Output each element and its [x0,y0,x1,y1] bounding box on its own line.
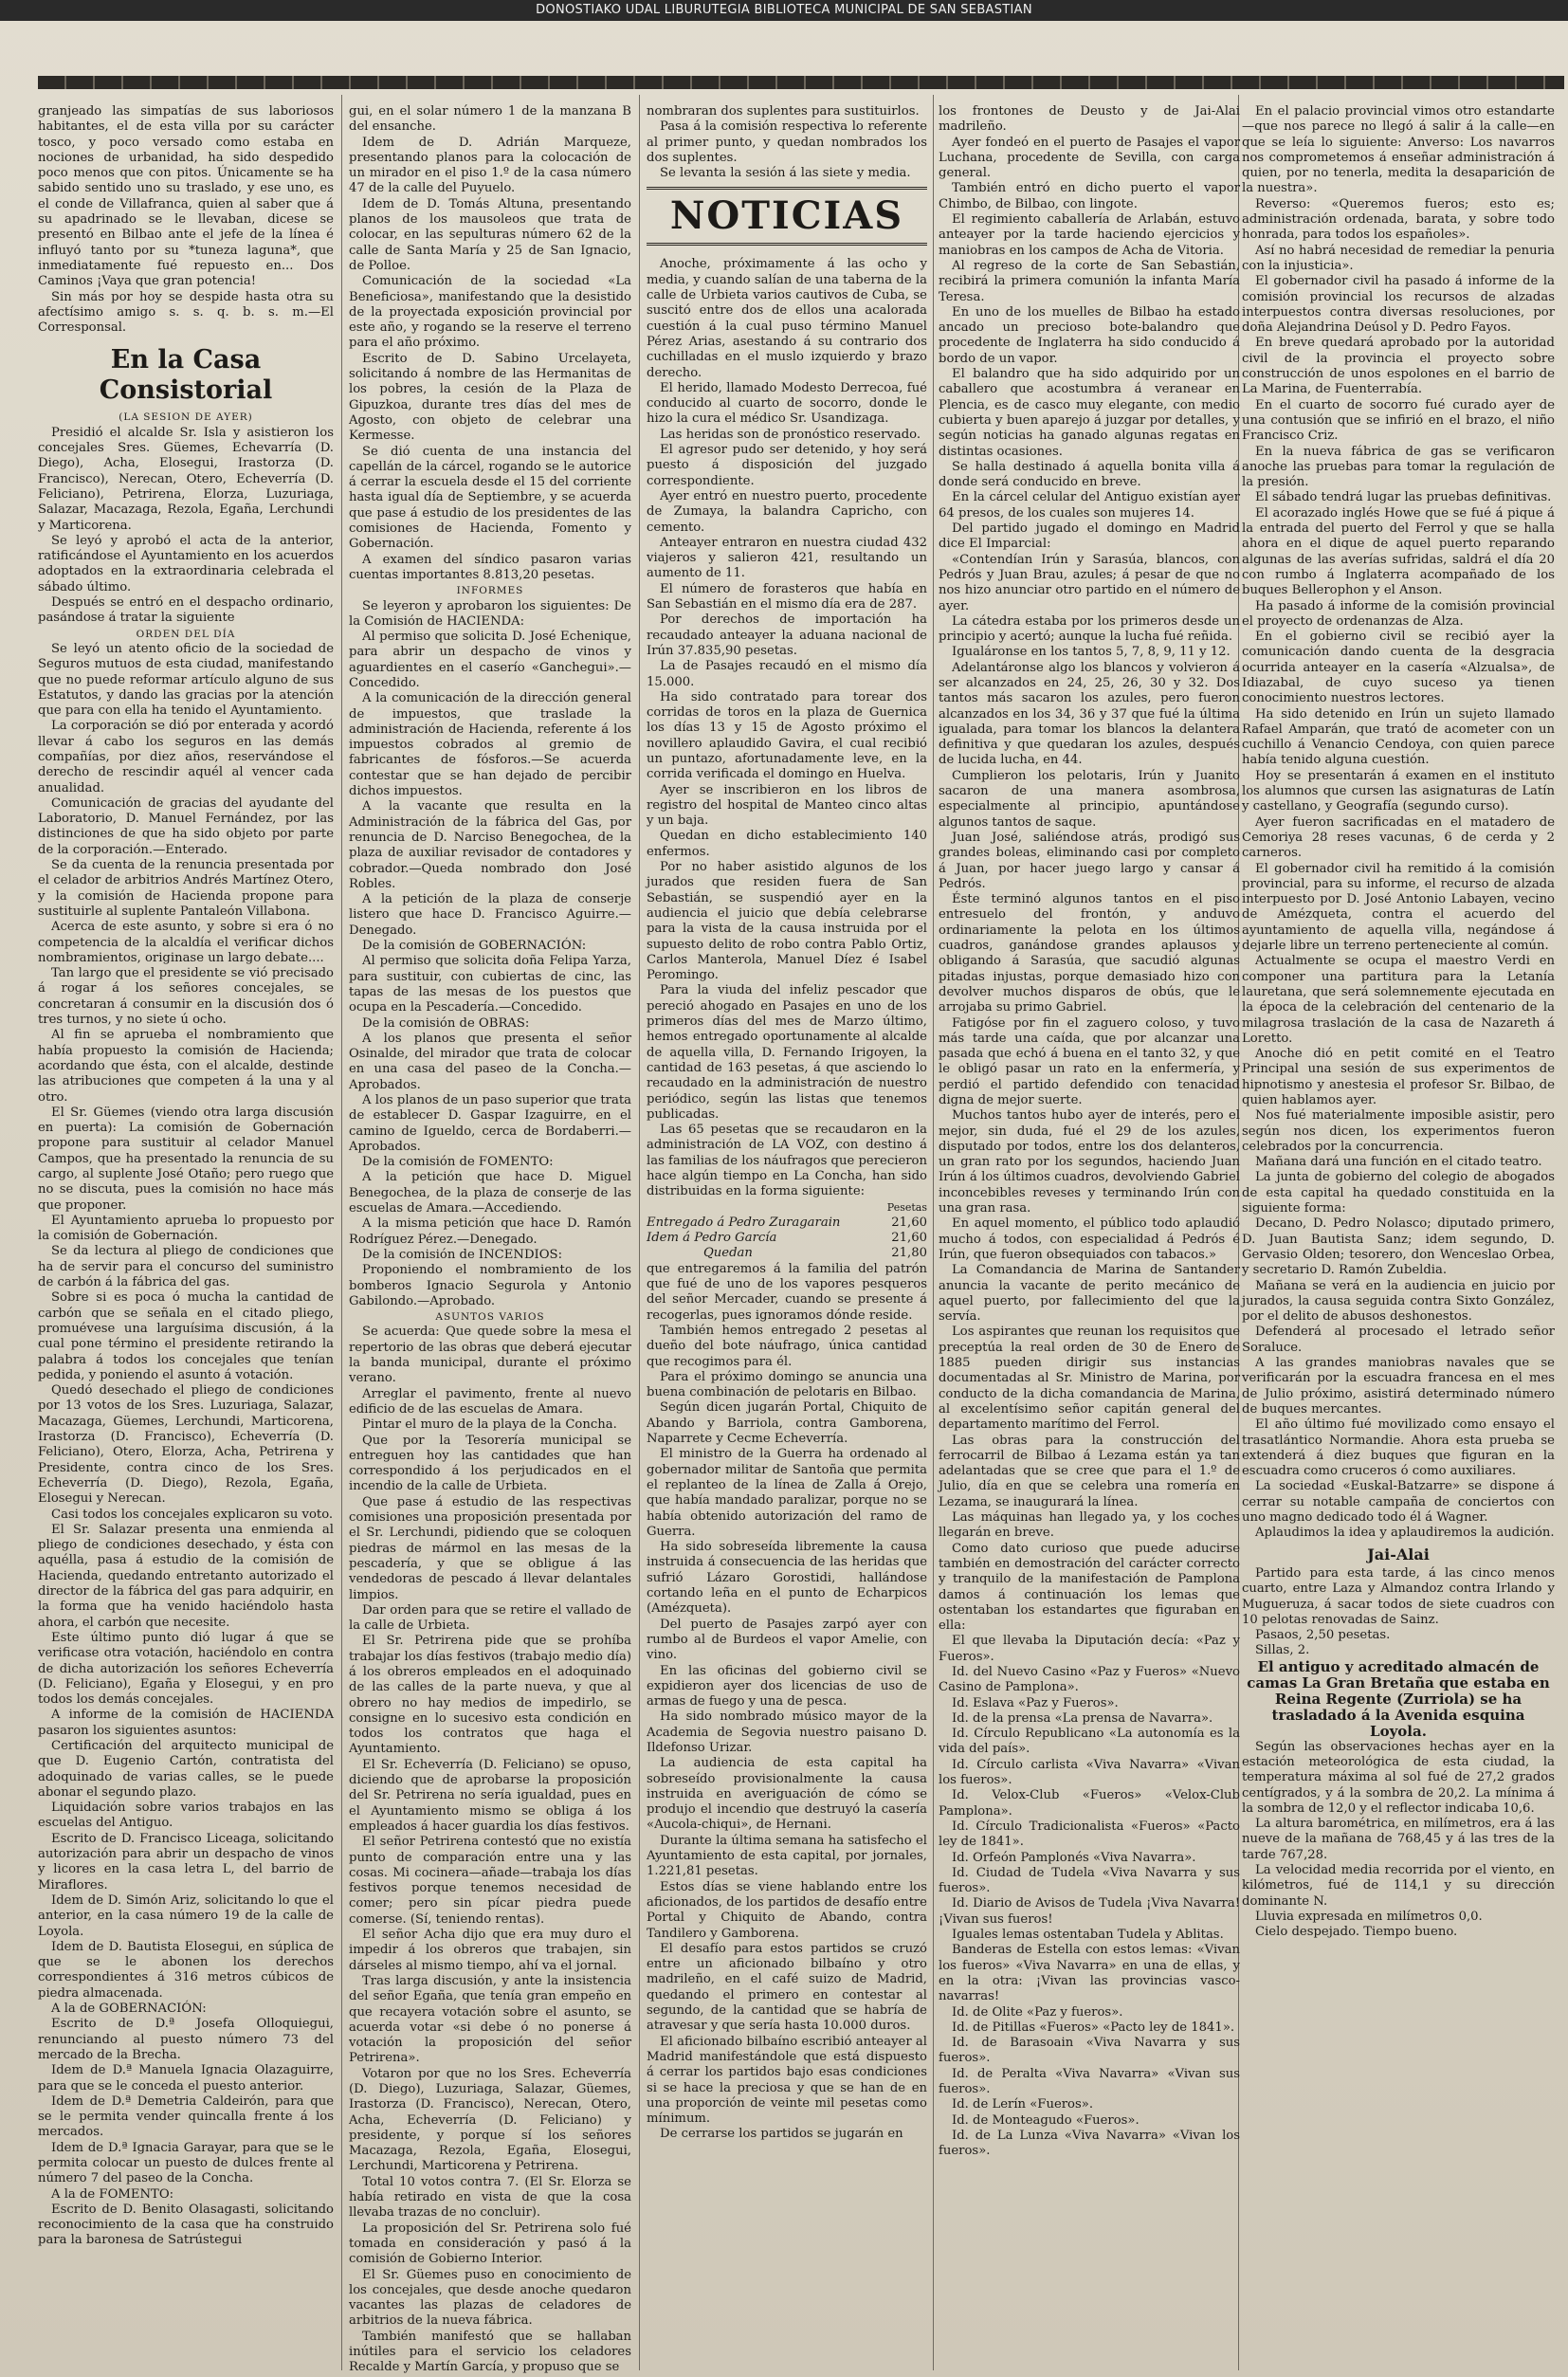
paragraph: Escrito de D. Sabino Urcelayeta, solicitando á nombre de las Hermanitas de los pobres, la cesión de la Plaza de Gipuzkoa, durante tres días del mes de Agosto, con objeto de celebrar una Kermesse. [349,351,631,444]
paragraph: Tan largo que el presidente se vió precisado á rogar á los señores concejales, se concretaran á consumir en la discusión dos ó tres turnos, y no siete ú ocho. [38,966,334,1028]
paragraph: Estos días se viene hablando entre los aficionados, de los partidos de desafío entre Portal y Chiquito de Abando, contra Tandilero y Gamborena. [647,1879,927,1941]
paragraph: Comunicación de la sociedad «La Beneficiosa», manifestando que la desistido de la proyectada exposición provincial por este año, y rogando se la reserve el terreno para el año próximo. [349,274,631,351]
paragraph: Liquidación sobre varios trabajos en las escuelas del Antiguo. [38,1801,334,1831]
paragraph: Lluvia expresada en milímetros 0,0. [1255,1909,1483,1924]
section-subtitle: (LA SESION DE AYER) [119,411,253,424]
paragraph: A la vacante que resulta en la Administración de la fábrica del Gas, por renuncia de D. Narciso Benegochea, de la plaza de auxiliar revisador de contadores y cobrador.—Queda nombrado don José Robles. [349,799,631,891]
paragraph: Del partido jugado el domingo en Madrid dice El Imparcial: [939,521,1240,552]
paragraph: Se leyó y aprobó el acta de la anterior, ratificándose el Ayuntamiento en los acuerdos adoptados en la extraordinaria celebrada el sábado último. [38,533,334,594]
paragraph: El herido, llamado Modesto Derrecoa, fué conducido al cuarto de socorro, donde le hizo la cura el médico Sr. Usandizaga. [647,380,927,427]
paragraph: A la comunicación de la dirección general de impuestos, que traslade la administración de Hacienda, referente á los impuestos cobrados al gremio de fabricantes de fósforos.—Se acuerda contestar que se han dejado de percibir dichos impuestos. [349,691,631,799]
paragraph: A la de GOBERNACIÓN: [51,2002,207,2017]
column-divider [639,95,640,2370]
paragraph: Id. Orfeón Pamplonés «Viva Navarra». [952,1850,1196,1865]
paragraph: Quedan en dicho establecimiento 140 enfermos. [647,829,927,859]
paragraph: El aficionado bilbaíno escribió anteayer al Madrid manifestándole que está dispuesto á cerrar los partidos bajo esas condiciones si se hace la preciosa y que se han de en una proporción de veinte mil pesetas como mínimum. [647,2034,927,2127]
paragraph: Id. Círculo Republicano «La autonomía es la vida del país». [939,1727,1240,1757]
paragraph: Igualáronse en los tantos 5, 7, 8, 9, 11 y 12. [952,645,1231,660]
paragraph: Ayer entró en nuestro puerto, procedente de Zumaya, la balandra Capricho, con cemento. [647,488,927,535]
paragraph: Por no haber asistido algunos de los jurados que residen fuera de San Sebastián, se suspendió ayer en la audiencia el juicio que debía celebrarse para la vista de la causa instruida por el supuesto delito de robo contra Pablo Ortiz, Carlos Manterola, Manuel Díez é Isabel Peromingo. [647,860,927,983]
paragraph: A la petición de la plaza de conserje listero que hace D. Francisco Aguirre.—Denegado. [349,892,631,938]
paragraph: Cumplieron los pelotaris, Irún y Juanito sacaron de una manera asombrosa, especialmente al principio, apuntándose algunos tantos de saque. [939,768,1240,830]
paragraph: El sábado tendrá lugar las pruebas definitivas. [1255,490,1552,505]
paragraph: Se acuerda: Que quede sobre la mesa el repertorio de las obras que deberá ejecutar la banda municipal, durante el próximo verano. [349,1325,631,1386]
paragraph: Se da lectura al pliego de condiciones que ha de servir para el concurso del suministro de carbón á la fábrica del gas. [38,1244,334,1290]
paragraph: Según las observaciones hechas ayer en la estación meteorológica de esta ciudad, la temperatura máxima al sol fué de 27,2 grados centígrados, y á la sombra de 20,2. La mínima á la sombra de 12,0 y el reflector indicaba 10,6. [1242,1739,1555,1816]
paragraph: El ministro de la Guerra ha ordenado al gobernador militar de Santoña que permita el replanteo de la línea de Zalla á Orejo, que había mandado paralizar, porque no se había obtenido autorización del ramo de Guerra. [647,1447,927,1539]
paragraph: El Sr. Salazar presenta una enmienda al pliego de condiciones desechado, y ésta con aquélla, pasa á estudio de la comisión de Hacienda, quedando entretanto autorizado el director de la fábrica del gas para adquirir, en la forma que ha venido haciéndolo hasta ahora, el carbón que necesite. [38,1522,334,1630]
paragraph: Como dato curioso que puede aducirse también en demostración del carácter correcto y tranquilo de la manifestación de Pamplona damos á continuación los lemas que ostentaban los estandartes que figuraban en ella: [939,1541,1240,1634]
money-row [647,1216,927,1231]
paragraph: Se leyeron y aprobaron los siguientes: De la Comisión de HACIENDA: [349,598,631,629]
paragraph: A los planos de un paso superior que trata de establecer D. Gaspar Izaguirre, en el camino de Igueldo, cerca de Bordaberri.—Aprobados. [349,1093,631,1154]
column-5 [1242,104,1555,2361]
paragraph: La corporación se dió por enterada y acordó llevar á cabo los seguros en las demás compañías, por diez años, reservándose el derecho de rescindir aquél al vencer cada anualidad. [38,719,334,795]
paragraph: Id. Círculo Tradicionalista «Fueros» «Pacto ley de 1841». [939,1819,1240,1850]
paragraph: Acerca de este asunto, y sobre si era ó no competencia de la alcaldía el verificar dichos nombramientos, originase un largo debate.... [38,920,334,965]
paragraph: Id. de La Lunza «Viva Navarra» «Vivan los fueros». [939,2128,1240,2159]
paragraph: Id. de la prensa «La prensa de Navarra». [952,1710,1213,1726]
column-4 [939,104,1240,2361]
paragraph: Idem de D. Tomás Altuna, presentando planos de los mausoleos que trata de colocar, en las sepulturas número 62 de la calle de Santa María y 25 de San Ignacio, de Polloe. [349,196,631,273]
paragraph: Al permiso que solicita doña Felipa Yarza, para sustituir, con cubiertas de cinc, las tapas de las mesas de los puestos que ocupa en la Pescadería.—Concedido. [349,954,631,1015]
paragraph: Banderas de Estella con estos lemas: «Vivan los fueros» «Viva Navarra» en una de ellas, y en la otra: ¡Vivan las provincias vasco-navarras! [939,1943,1240,2004]
paragraph: Escrito de D.ª Josefa Olloquiegui, renunciando al puesto número 73 del mercado de la Brecha. [38,2017,334,2062]
paragraph: El acorazado inglés Howe que se fué á pique á la entrada del puerto del Ferrol y que se halla ahora en el dique de aquel puerto reparando algunas de las averías sufridas, saldrá el día 20 con rumbo á Inglaterra acompañado de los buques Bellerophon y el Anson. [1242,505,1555,598]
paragraph: A examen del síndico pasaron varias cuentas importantes 8.813,20 pesetas. [349,552,631,582]
paragraph: A informe de la comisión de HACIENDA pasaron los siguientes asuntos: [38,1708,334,1738]
noticias-heading: NOTICIAS [647,187,927,246]
paragraph: Cielo despejado. Tiempo bueno. [1255,1925,1458,1940]
paragraph: En el palacio provincial vimos otro estandarte —que nos parece no llegó á salir á la calle—en que se leía lo siguiente: Anverso: Los navarros nos comprometemos á enseñar administración á quien, por no tenerla, medita la desaparición de la nuestra». [1242,104,1555,196]
top-decorative-rule [38,76,1564,89]
paragraph: Mañana se verá en la audiencia en juicio por jurados, la causa seguida contra Sixto González, por el delito de abusos deshonestos. [1242,1278,1555,1325]
paragraph: Id. de Pitillas «Fueros» «Pacto ley de 1841». [952,2020,1235,2035]
paragraph: Las heridas son de pronóstico reservado. [660,427,921,442]
paragraph: De cerrarse los partidos se jugarán en [660,2127,903,2142]
subheading: INFORMES [456,585,524,597]
paragraph: Pasaos, 2,50 pesetas. [1255,1628,1391,1643]
paragraph: La altura barométrica, en milímetros, era á las nueve de la mañana de 768,45 y á las tres de la tarde 767,28. [1242,1817,1555,1862]
paragraph: Ha sido sobreseída libremente la causa instruida á consecuencia de las heridas que sufrió Lázaro Gorostidi, hallándose cortando leña en el punto de Echarpicos (Amézqueta). [647,1540,927,1617]
paragraph: El balandro que ha sido adquirido por un caballero que acostumbra á veranear en Plencia, es de casco muy elegante, con medio cubierta y buen aparejo á juzgar por detalles, y según noticias ha ganado algunas regatas en distintas ocasiones. [939,367,1240,459]
paragraph: Para el próximo domingo se anuncia una buena combinación de pelotaris en Bilbao. [647,1369,927,1400]
paragraph: Ayer fondeó en el puerto de Pasajes el vapor Luchana, procedente de Sevilla, con carga general. [939,135,1240,181]
paragraph: Idem de D.ª Ignacia Garayar, para que se le permita colocar un puesto de dulces frente al número 7 del paseo de la Concha. [38,2140,334,2186]
paragraph: Al regreso de la corte de San Sebastián, recibirá la primera comunión la infanta María Teresa. [939,258,1240,304]
paragraph: Juan José, saliéndose atrás, prodigó sus grandes boleas, eliminando casi por completo á Juan, por hacer juego largo y cansar á Pedrós. [939,830,1240,891]
paragraph: Id. del Nuevo Casino «Paz y Fueros» «Nuevo Casino de Pamplona». [939,1664,1240,1695]
paragraph: Se levanta la sesión á las siete y media. [660,166,911,181]
paragraph: Así no habrá necesidad de remediar la penuria con la injusticia». [1242,243,1555,273]
paragraph: El Sr. Echeverría (D. Feliciano) se opuso, diciendo que de aprobarse la proposición del Sr. Petrirena no sería igualdad, pues en el Ayuntamiento mismo se obliga á los empleados á hacer guardia los días festivos. [349,1757,631,1834]
paragraph: La velocidad media recorrida por el viento, en kilómetros, fué de 114,1 y su dirección dominante N. [1242,1863,1555,1909]
paragraph: En el gobierno civil se recibió ayer la comunicación dando cuenta de la desgracia ocurrida anteayer en la casería «Alzualsa», de Idiazabal, de cuyo suceso ya tienen conocimiento nuestros lectores. [1242,630,1555,706]
paragraph: Hoy se presentarán á examen en el instituto los alumnos que cursen las asignaturas de Latín y castellano, y Geografía (segundo curso). [1242,768,1555,814]
paragraph: Los aspirantes que reunan los requisitos que preceptúa la real orden de 30 de Enero de 1885 pueden dirigir sus instancias documentadas al Sr. Ministro de Marina, por conducto de la dicha comandancia de Marina, al excelentísimo señor capitán general del departamento marítimo del Ferrol. [939,1325,1240,1433]
money-row [647,1246,927,1261]
pesetas-label: Pesetas [886,1200,927,1214]
paragraph: Id. Ciudad de Tudela «Viva Navarra y sus fueros». [939,1865,1240,1896]
column-divider [933,95,934,2370]
paragraph: En las oficinas del gobierno civil se expidieron ayer dos licencias de uso de armas de fuego y una de pesca. [647,1663,927,1710]
paragraph: Casi todos los concejales explicaron su voto. [51,1507,334,1522]
paragraph: los frontones de Deusto y de Jai-Alai madrileño. [939,104,1240,135]
paragraph: Al fin se aprueba el nombramiento que había propuesto la comisión de Hacienda; acordando que ésta, con el alcalde, destinde las atribuciones que competen á la una y al otro. [38,1028,334,1105]
paragraph: Del puerto de Pasajes zarpó ayer con rumbo al de Burdeos el vapor Amelie, con vino. [647,1617,927,1663]
paragraph: Id. de Lerín «Fueros». [952,2097,1094,2112]
paragraph: La junta de gobierno del colegio de abogados de esta capital ha quedado constituida en la siguiente forma: [1242,1170,1555,1216]
paragraph: Idem de D.ª Demetria Caldeirón, para que se le permita vender quincalla frente á los mercados. [38,2094,334,2140]
paragraph: El señor Acha dijo que era muy duro el impedir á los obreros que trabajen, sin dárseles al mismo tiempo, ahí va el jornal. [349,1928,631,1973]
paragraph: gui, en el solar número 1 de la manzana B del ensanche. [349,104,631,135]
paragraph: Durante la última semana ha satisfecho el Ayuntamiento de esta capital, por jornales, 1.221,81 pesetas. [647,1833,927,1879]
paragraph: A la misma petición que hace D. Ramón Rodríguez Pérez.—Denegado. [349,1216,631,1247]
advertisement-heading: El antiguo y acreditado almacén de camas La Gran Bretaña que estaba en Reina Regente (Zurriola) se ha trasladado á la Avenida esquina Loyola. [1247,1657,1550,1740]
money-label: Quedan [703,1246,753,1261]
paragraph: El regimiento caballería de Arlabán, estuvo anteayer por la tarde haciendo ejercicios y maniobras en los campos de Acha de Vitoria. [939,212,1240,258]
paragraph: Presidió el alcalde Sr. Isla y asistieron los concejales Sres. Güemes, Echevarría (D. Diego), Acha, Elosegui, Irastorza (D. Francisco), Nerecan, Otero, Echeverría (D. Feliciano), Petrirena, Elorza, Luzuriaga, Salazar, Macazaga, Rezola, Egaña, Lerchundi y Marticorena. [38,425,334,533]
paragraph: El Sr. Güemes puso en conocimiento de los concejales, que desde anoche quedaron vacantes las plazas de celadores de arbitrios de la nueva fábrica. [349,2267,631,2329]
paragraph: Después se entró en el despacho ordinario, pasándose á tratar la siguiente [38,595,334,626]
paragraph: Ayer fueron sacrificadas en el matadero de Cemoriya 28 reses vacunas, 6 de cerda y 2 carneros. [1242,814,1555,861]
subheading: ASUNTOS VARIOS [435,1311,545,1324]
paragraph: Según dicen jugarán Portal, Chiquito de Abando y Barriola, contra Gamborena, Naparrete y Cecme Echeverría. [647,1400,927,1447]
paragraph: Se dió cuenta de una instancia del capellán de la cárcel, rogando se le autorice á cerrar la escuela desde el 15 del corriente hasta igual día de Septiembre, y se acuerda que pase á estudio de los presidentes de las comisiones de Hacienda, Fomento y Gobernación. [349,444,631,552]
paragraph: Id. de Peralta «Viva Navarra» «Vivan sus fueros». [939,2066,1240,2096]
paragraph: nombraran dos suplentes para sustituirlos. [647,104,920,119]
paragraph: Reverso: «Queremos fueros; esto es; administración ordenada, barata, y sobre todo honrada, para todos los españoles». [1242,196,1555,243]
paragraph: Adelantáronse algo los blancos y volvieron á ser alcanzados en 24, 25, 26, 30 y 32. Dos tantos más sacaron los azules, pero fueron alcanzados en los 34, 36 y 37 que fué la última igualada, para tomar los blancos la delantera definitiva y que quedaran los azules, después de lucida lucha, en 44. [939,660,1240,768]
paragraph: Defenderá al procesado el letrado señor Soraluce. [1242,1325,1555,1355]
paragraph: Se leyó un atento oficio de la sociedad de Seguros mutuos de esta ciudad, manifestando que no puede reformar artículo alguno de sus Estatutos, y dando las gracias por la atención que para con ella ha tenido el Ayuntamiento. [38,641,334,719]
paragraph: Id. Velox-Club «Fueros» «Velox-Club Pamplona». [939,1788,1240,1819]
paragraph: Dar orden para que se retire el vallado de la calle de Urbieta. [349,1602,631,1634]
paragraph: Muchos tantos hubo ayer de interés, pero el mejor, sin duda, fué el 29 de los azules, disputado por todos, entre los dos delanteros, un gran rato por los segundos, haciendo Juan Irún á los últimos cuadros, devolviendo Gabriel inconcebibles reveses y terminando Irún con una gran rasa. [939,1108,1240,1216]
paragraph: El agresor pudo ser detenido, y hoy será puesto á disposición del juzgado correspondiente. [647,443,927,488]
paragraph: En breve quedará aprobado por la autoridad civil de la provincia el proyecto sobre construcción de unos espolones en el barrio de La Marina, de Fuenterrabía. [1242,336,1555,397]
paragraph: De la comisión de INCENDIOS: [362,1247,563,1262]
paragraph: Quedó desechado el pliego de condiciones por 13 votos de los Sres. Luzuriaga, Salazar, Macazaga, Güemes, Lerchundi, Marticorena, Irastorza (D. Francisco), Echeverría (D. Feliciano), Otero, Elorza, Acha, Petrirena y Presidente, contra cinco de los Sres. Echeverría (D. Diego), Rezola, Egaña, Elosegui y Nerecan. [38,1383,334,1507]
paragraph: Sillas, 2. [1255,1643,1310,1658]
paragraph: Se halla destinado á aquella bonita villa á donde será conducido en breve. [939,459,1240,490]
paragraph: Aplaudimos la idea y aplaudiremos la audición. [1255,1526,1555,1541]
paragraph: Las máquinas han llegado ya, y los coches llegarán en breve. [939,1510,1240,1541]
paragraph: Las 65 pesetas que se recaudaron en la administración de LA VOZ, con destino á las familias de los náufragos que perecieron hace algún tiempo en La Concha, han sido distribuidas en la forma siguiente: [647,1123,927,1199]
paragraph: Este último punto dió lugar á que se verificase otra votación, haciéndolo en contra de dicha autorización los señores Echeverría (D. Feliciano), Egaña y Elosegui, y en pro todos los demás concejales. [38,1630,334,1708]
paragraph: De la comisión de GOBERNACIÓN: [362,939,587,954]
paragraph: A los planos que presenta el señor Osinalde, del mirador que trata de colocar en una casa del paseo de la Concha.—Aprobados. [349,1031,631,1092]
paragraph: El señor Petrirena contestó que no existía punto de comparación entre una y las cosas. Mi cocinera—añade—trabaja los días festivos porque tenemos necesidad de comer; pero sin pícar piedra puede comerse. (Sí, teniendo rentas). [349,1835,631,1927]
paragraph: Mañana dará una función en el citado teatro. [1255,1155,1542,1170]
paragraph: Éste terminó algunos tantos en el piso entresuelo del frontón, y anduvo ordinariamente la pelota en los últimos cuadros, ganándose grandes aplausos y obligando á Sarasúa, que sacudió algunas pitadas injustas, porque demasiado hizo con devolver muchos disparos de obús, que le arrojaba su primo Gabriel. [939,892,1240,1015]
paragraph: Idem de D. Simón Ariz, solicitando lo que el anterior, en la casa número 19 de la calle de Loyola. [38,1892,334,1939]
paragraph: Id. Eslava «Paz y Fueros». [952,1695,1119,1710]
paragraph: Id. de Barasoain «Viva Navarra y sus fueros». [939,2036,1240,2066]
paragraph: Fatigóse por fin el zaguero coloso, y tuvo más tarde una caída, que por alcanzar una pasada que echó á buena en el tanto 32, y que le obligó pasar un rato en la enfermería, y perdió el partido defendido con tenacidad digna de mejor suerte. [939,1015,1240,1107]
paragraph: Que por la Tesorería municipal se entreguen hoy las cantidades que han correspondido á los perjudicados en el incendio de la calle de Urbieta. [349,1433,631,1494]
paragraph: En uno de los muelles de Bilbao ha estado ancado un precioso bote-balandro que procedente de Inglaterra ha sido conducido á bordo de un vapor. [939,304,1240,366]
paragraph: Ha sido contratado para torear dos corridas de toros en la plaza de Guernica los días 13 y 15 de Agosto próximo el novillero aplaudido Gavira, el cual recibió un puntazo, afortunadamente leve, en la corrida verificada el domingo en Huelva. [647,689,927,782]
paragraph: Tras larga discusión, y ante la insistencia del señor Egaña, que tenía gran empeño en que recayera votación sobre el asunto, se acuerda votar «si debe ó no ponerse á votación la proposición del señor Petrirena». [349,1973,631,2066]
paragraph: En la nueva fábrica de gas se verificaron anoche las pruebas para tomar la regulación de la presión. [1242,444,1555,490]
paragraph: El número de forasteros que había en San Sebastián en el mismo día era de 287. [647,581,927,613]
money-row [647,1231,927,1246]
paragraph: Id. de Olite «Paz y fueros». [952,2004,1123,2020]
money-value: 21,60 [891,1231,927,1246]
paragraph: Proponiendo el nombramiento de los bomberos Ignacio Segurola y Antonio Gabilondo.—Aprobado. [349,1263,631,1308]
paragraph: Ayer se inscribieron en los libros de registro del hospital de Manteo cinco altas y un baja. [647,782,927,829]
paragraph: Idem de D.ª Manuela Ignacia Olazaguirre, para que se le conceda el puesto anterior. [38,2063,334,2094]
paragraph: Ha pasado á informe de la comisión provincial el proyecto de ordenanzas de Alza. [1242,598,1555,629]
paragraph: El gobernador civil ha remitido á la comisión provincial, para su informe, el recurso de alzada interpuesto por D. José Antonio Labayen, vecino de Amézqueta, contra el acuerdo del ayuntamiento de aquella villa, negándose á dejarle libre un terreno perteneciente al común. [1242,861,1555,954]
paragraph: La Comandancia de Marina de Santander anuncia la vacante de perito mecánico de aquel puerto, por fallecimiento del que la servía. [939,1263,1240,1325]
paragraph: También entró en dicho puerto el vapor Chimbo, de Bilbao, con lingote. [939,181,1240,211]
column-3 [647,104,927,2361]
paragraph: Nos fué materialmente imposible asistir, pero según nos dicen, los experimentos fueron celebrados por la concurrencia. [1242,1108,1555,1154]
paragraph: Arreglar el pavimento, frente al nuevo edificio de de las escuelas de Amara. [349,1386,631,1417]
paragraph: Id. Diario de Avisos de Tudela ¡Viva Navarra! ¡Vivan sus fueros! [939,1896,1240,1927]
paragraph: El Ayuntamiento aprueba lo propuesto por la comisión de Gobernación. [38,1213,334,1244]
paragraph: En la cárcel celular del Antiguo existían ayer 64 presos, de los cuales son mujeres 14. [939,490,1240,521]
paragraph: Idem de D. Bautista Elosegui, en súplica de que se le abonen los derechos correspondientes á 316 metros cúbicos de piedra almacenada. [38,1939,334,2001]
paragraph: Iguales lemas ostentaban Tudela y Ablitas. [952,1928,1224,1943]
paragraph: Pintar el muro de la playa de la Concha. [362,1417,617,1433]
paragraph: En el cuarto de socorro fué curado ayer de una contusión que se infirió en el brazo, el niño Francisco Criz. [1242,397,1555,444]
paragraph: La audiencia de esta capital ha sobreseído provisionalmente la causa instruida en averiguación de cómo se produjo el incendio que destruyó la casería «Aucola-chiqui», de Hernani. [647,1756,927,1833]
paragraph: Id. Círculo carlista «Viva Navarra» «Vivan los fueros». [939,1757,1240,1788]
paragraph: Al permiso que solicita D. José Echenique, para abrir un despacho de vinos y aguardientes en el caserío «Ganchegui».—Concedido. [349,630,631,690]
column-2 [349,104,631,2375]
paragraph: La cátedra estaba por los primeros desde un principio y acertó; aunque la lucha fué reñida. [939,613,1240,645]
paragraph: Que pase á estudio de las respectivas comisiones una proposición presentada por el Sr. Lerchundi, pidiendo que se coloquen piedras de mármol en las mesas de la pescadería, y que se obligue á las vendedoras de pescado á llevar delantales limpios. [349,1494,631,1602]
paragraph: El año último fué movilizado como ensayo el trasatlántico Normandie. Ahora esta prueba se extenderá á diez buques que figuran en la escuadra como cruceros ó como auxiliares. [1242,1417,1555,1479]
paragraph: En aquel momento, el público todo aplaudió mucho á todos, con especialidad á Pedrós é Irún, que fueron obsequiados con tabacos.» [939,1216,1240,1262]
paragraph: El que llevaba la Diputación decía: «Paz y Fueros». [939,1634,1240,1664]
paragraph: Pasa á la comisión respectiva lo referente al primer punto, y quedan nombrados los dos suplentes. [647,119,927,165]
paragraph: Id. de Monteagudo «Fueros». [952,2112,1140,2128]
paragraph: El desafío para estos partidos se cruzó entre un aficionado bilbaíno y otro madrileño, en el café suizo de Madrid, quedando el primero en contestar al segundo, de la cantidad que se habría de atravesar y que sería hasta 10.000 duros. [647,1941,927,2034]
paragraph: Escrito de D. Benito Olasagasti, solicitando reconocimiento de la casa que ha construido para la baronesa de Satrústegui [38,2202,334,2248]
paragraph: Comunicación de gracias del ayudante del Laboratorio, D. Manuel Fernández, por las distinciones de que ha sido objeto por parte de la corporación.—Enterado. [38,795,334,857]
paragraph: Las obras para la construcción del ferrocarril de Bilbao á Lezama están ya tan adelantadas que se cree que para el 1.º de Julio, día en que se celebra una romería en Lezama, se inaugurará la línea. [939,1433,1240,1509]
paragraph: Decano, D. Pedro Nolasco; diputado primero, D. Juan Bautista Sanz; idem segundo, D. Gervasio Olden; tesorero, don Wenceslao Orbea, y secretario D. Ramón Zubeldia. [1242,1216,1555,1278]
paragraph: granjeado las simpatías de sus laboriosos habitantes, el de esta villa por su carácter tosco, y poco versado como estaba en nociones de urbanidad, ha sido despedido poco menos que con pitos. Únicamente se ha sabido sentido uno su traslado, y ese uno, es el conde de Villafranca, quien al saber que á su apadrinado se le llevaban, dicese se presentó en Bilbao ante el jefe de la línea é influyó tanto por su *tuneza laguna*, que inmediatamente fué repuesto en... Dos Caminos ¡Vaya que gran potencia! [38,104,334,289]
paragraph: Ha sido detenido en Irún un sujeto llamado Rafael Amparán, que trató de acometer con un cuchillo á Venancio Cendoya, con quien parece había tenido alguna cuestión. [1242,706,1555,768]
paragraph: A la petición que hace D. Miguel Benegochea, de la plaza de conserje de las escuelas de Amara.—Accediendo. [349,1170,631,1216]
column-1 [38,104,334,2361]
paragraph: Partido para esta tarde, á las cinco menos cuarto, entre Laza y Almandoz contra Irlando y Mugueruza, á sacar todos de siete cuadros con 10 pelotas renovadas de Sainz. [1242,1565,1555,1627]
paragraph: Por derechos de importación ha recaudado anteayer la aduana nacional de Irún 37.835,90 pesetas. [647,613,927,658]
money-label: Entregado á Pedro Zuragarain [647,1215,841,1230]
paragraph: El gobernador civil ha pasado á informe de la comisión provincial los recursos de alzadas interpuestos contra diversas resoluciones, por doña Alejandrina Deúsol y D. Pedro Fayos. [1242,274,1555,336]
jai-alai-heading: Jai-Alai [1367,1545,1430,1563]
money-value: 21,80 [891,1246,927,1261]
money-value: 21,60 [891,1215,927,1230]
paragraph: Idem de D. Adrián Marqueze, presentando planos para la colocación de un mirador en el piso 1.º de la casa número 47 de la calle del Puyuelo. [349,135,631,196]
library-banner: DONOSTIAKO UDAL LIBURUTEGIA BIBLIOTECA MUNICIPAL DE SAN SEBASTIAN [0,0,1568,21]
paragraph: Total 10 votos contra 7. (El Sr. Elorza se había retirado en vista de que la cosa llevaba trazas de no concluir). [349,2174,631,2221]
money-label: Idem á Pedro García [647,1231,777,1246]
column-divider [341,95,342,2370]
paragraph: Se da cuenta de la renuncia presentada por el celador de arbitrios Andrés Martínez Otero, y la comisión de Hacienda propone para sustituirle al suplente Pantaleón Villabona. [38,858,334,919]
paragraph: La proposición del Sr. Petrirena solo fué tomada en consideración y pasó á la comisión de Gobierno Interior. [349,2221,631,2267]
paragraph: Anoche dió en petit comité en el Teatro Principal una sesión de sus experimentos de hipnotismo y anestesia el profesor Sr. Bilbao, de quien hablamos ayer. [1242,1047,1555,1107]
paragraph: «Contendían Irún y Sarasúa, blancos, con Pedrós y Juan Brau, azules; á pesar de que no nos hizo anunciar otro partido en el número de ayer. [939,552,1240,613]
paragraph: El Sr. Petrirena pide que se prohíba trabajar los días festivos (trabajo medio día) á los obreros empleados en el adoquinado de las calles de la parte nueva, y que al obrero no hay medios de impedirlo, se consigne en lo sucesivo esta condición en todos los contratos que haga el Ayuntamiento. [349,1634,631,1757]
paragraph: Votaron por que no los Sres. Echeverría (D. Diego), Luzuriaga, Salazar, Güemes, Irastorza (D. Francisco), Nerecan, Otero, Acha, Echeverría (D. Feliciano) y presidente, y porque sí los señores Macazaga, Rezola, Egaña, Elosegui, Lerchundi, Marticorena y Petrirena. [349,2066,631,2174]
paragraph: A las grandes maniobras navales que se verificarán por la escuadra francesa en el mes de Julio próximo, asistirá determinado número de buques mercantes. [1242,1356,1555,1417]
paragraph: De la comisión de FOMENTO: [362,1155,554,1170]
subheading: ORDEN DEL DÍA [136,628,236,640]
paragraph: También manifestó que se hallaban inútiles para el servicio los celadores Recalde y Martín García, y propuso que se [349,2329,631,2375]
paragraph: Sin más por hoy se despide hasta otra su afectísimo amigo s. s. q. b. s. m.—El Corresponsal. [38,289,334,336]
paragraph: La de Pasajes recaudó en el mismo día 15.000. [647,659,927,689]
paragraph: Anteayer entraron en nuestra ciudad 432 viajeros y salieron 421, resultando un aumento de 11. [647,535,927,581]
paragraph: A la de FOMENTO: [51,2186,174,2202]
paragraph: Ha sido nombrado músico mayor de la Academia de Segovia nuestro paisano D. Ildefonso Urizar. [647,1710,927,1755]
paragraph: Anoche, próximamente á las ocho y media, y cuando salían de una taberna de la calle de Urbieta varios cautivos de Cuba, se suscitó entre dos de ellos una acalorada cuestión á la cual puso término Manuel Pérez Arias, asestando á su contrario dos cuchilladas en el muslo izquierdo y brazo derecho. [647,257,927,380]
paragraph: También hemos entregado 2 pesetas al dueño del bote náufrago, única cantidad que recogimos para él. [647,1323,927,1369]
paragraph: De la comisión de OBRAS: [362,1015,530,1031]
paragraph: Certificación del arquitecto municipal de que D. Eugenio Cartón, contratista del adoquinado de varias calles, se le puede abonar el segundo plazo. [38,1738,334,1800]
paragraph: Escrito de D. Francisco Liceaga, solicitando autorización para abrir un despacho de vinos y licores en la casa letra L, del barrio de Miraflores. [38,1831,334,1892]
paragraph: El Sr. Güemes (viendo otra larga discusión en puerta): La comisión de Gobernación propone para sustituir al celador Manuel Campos, que ha presentado la renuncia de su cargo, al suplente José Otaño; pero ruego que no se discuta, pues la comisión no hace más que proponer. [38,1105,334,1213]
paragraph: que entregaremos á la familia del patrón que fué de uno de los vapores pesqueros del señor Mercader, cuando se presente á recogerlas, pues ignoramos dónde reside. [647,1261,927,1323]
paragraph: Para la viuda del infeliz pescador que pereció ahogado en Pasajes en uno de los primeros días del mes de Marzo último, hemos entregado oportunamente al alcalde de aquella villa, D. Fernando Irigoyen, la cantidad de 163 pesetas, á que asciendo lo recaudado en la administración de nuestro periódico, según las listas que tenemos publicadas. [647,983,927,1122]
paragraph: Sobre si es poca ó mucha la cantidad de carbón que se señala en el citado pliego, promuévese una larguísima discusión, á la cual pone término el presidente retirando la palabra á todos los concejales que tenían pedida, y poniendo el asunto á votación. [38,1290,334,1382]
paragraph: Actualmente se ocupa el maestro Verdi en componer una partitura para la Letanía lauretana, que será solemnemente ejecutada en la época de la celebración del centenario de la milagrosa traslación de la casa de Nazareth á Loretto. [1242,954,1555,1046]
section-title: En la Casa Consistorial [99,345,273,406]
paragraph: La sociedad «Euskal-Batzarre» se dispone á cerrar su notable campaña de conciertos con uno magno dedicado todo él á Wagner. [1242,1479,1555,1526]
